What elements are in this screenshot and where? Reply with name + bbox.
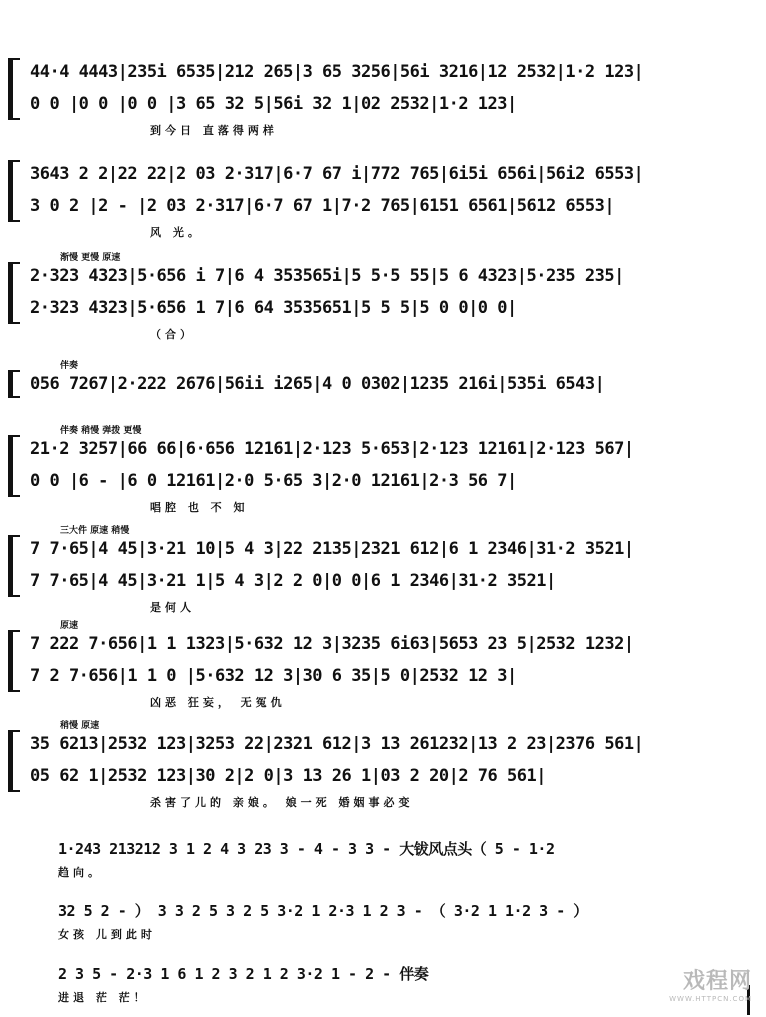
lyrics-line: 风 光。 (150, 226, 203, 239)
score-system-2 (0, 160, 766, 239)
watermark-logo: 戏程网 (682, 969, 752, 994)
upper-staff-notes: 7 7·65|4 45|3·21 10|5 4 3|22 2135|2321 612|6 1 2346|31·2 3521| (30, 539, 634, 559)
system-brace (8, 160, 20, 222)
system-brace (8, 535, 20, 597)
score-system-7 (0, 621, 766, 709)
lower-staff-notes: 0 0 |0 0 |0 0 |3 65 32 5|56i 32 1|02 2532|1·2 123| (30, 94, 517, 114)
upper-staff-notes: 44·4 4443|235i 6535|212 265|3 65 3256|56i 3216|12 2532|1·2 123| (30, 62, 644, 82)
upper-staff-notes: 7 222 7·656|1 1 1323|5·632 12 3|3235 6i63|5653 23 5|2532 1232| (30, 634, 634, 654)
free-lyrics-line: 进退 茫 茫！ (58, 991, 149, 1004)
lyrics-line: （合） (150, 328, 195, 341)
free-lyrics-line: 女孩 儿到此时 (58, 928, 156, 941)
score-system-4 (0, 361, 766, 410)
lyrics-line: 是何人 (150, 601, 195, 614)
tempo-marking: 渐慢 更慢 原速 (60, 253, 121, 263)
tempo-marking: 三大件 原速 稍慢 (60, 526, 130, 536)
lyrics-line: 到今日 直落得两样 (150, 124, 278, 137)
system-brace (8, 730, 20, 792)
upper-staff-notes: 21·2 3257|66 66|6·656 12161|2·123 5·653|2·123 12161|2·123 567| (30, 439, 634, 459)
system-brace (8, 370, 20, 398)
tempo-marking: 原速 (60, 621, 79, 631)
free-lyrics-line: 趋向。 (58, 866, 103, 879)
lower-staff-notes: 7 2 7·656|1 1 0 |5·632 12 3|30 6 35|5 0|2532 12 3| (30, 666, 517, 686)
lower-staff-notes: 7 7·65|4 45|3·21 1|5 4 3|2 2 0|0 0|6 1 2346|31·2 3521| (30, 571, 556, 591)
system-brace (8, 630, 20, 692)
upper-staff-notes: 35 6213|2532 123|3253 22|2321 612|3 13 261232|13 2 23|2376 561| (30, 734, 644, 754)
lyrics-line: 唱腔 也 不 知 (150, 501, 249, 514)
free-notes-line: 2 3 5 - 2·3 1 6 1 2 3 2 1 2 3·2 1 - 2 - 伴奏 (58, 965, 429, 983)
system-brace (8, 435, 20, 497)
system-brace (8, 262, 20, 324)
lower-staff-notes: 05 62 1|2532 123|30 2|2 0|3 13 26 1|03 2 20|2 76 561| (30, 766, 546, 786)
watermark (669, 964, 752, 1003)
tempo-marking: 伴奏 稍慢 弹拨 更慢 (60, 426, 142, 436)
lower-staff-notes: 2·323 4323|5·656 1 7|6 64 3535651|5 5 5|5 0 0|0 0| (30, 298, 517, 318)
score-system-1 (0, 58, 766, 137)
score-system-5 (0, 426, 766, 514)
upper-staff-notes: 2·323 4323|5·656 i 7|6 4 353565i|5 5·5 55|5 6 4323|5·235 235| (30, 266, 624, 286)
score-system-8 (0, 721, 766, 809)
system-brace (8, 58, 20, 120)
watermark-url: WWW.HTTPCN.COM (669, 995, 752, 1003)
free-notes-line: 32 5 2 - ） 3 3 2 5 3 2 5 3·2 1 2·3 1 2 3 - （ 3·2 1 1·2 3 - ） (58, 902, 588, 920)
lyrics-line: 杀害了儿的 亲娘。 娘一死 婚姻事必变 (150, 796, 414, 809)
lower-staff-notes: 3 0 2 |2 - |2 03 2·317|6·7 67 1|7·2 765|6151 6561|5612 6553| (30, 196, 615, 216)
free-notes-line: 1·243 213212 3 1 2 4 3 23 3 - 4 - 3 3 - 大钹风点头（ 5 - 1·2 (58, 840, 555, 858)
upper-staff-notes: 3643 2 2|22 22|2 03 2·317|6·7 67 i|772 765|6i5i 656i|56i2 6553| (30, 164, 644, 184)
lyrics-line: 凶恶 狂妄， 无冤仇 (150, 696, 286, 709)
upper-staff-notes: 056 7267|2·222 2676|56ii i265|4 0 0302|1235 216i|535i 6543| (30, 374, 605, 394)
score-system-6 (0, 526, 766, 614)
lower-staff-notes: 0 0 |6 - |6 0 12161|2·0 5·65 3|2·0 12161|2·3 56 7| (30, 471, 517, 491)
tempo-marking: 稍慢 原速 (60, 721, 100, 731)
score-system-3 (0, 253, 766, 341)
tempo-marking: 伴奏 (60, 361, 79, 371)
